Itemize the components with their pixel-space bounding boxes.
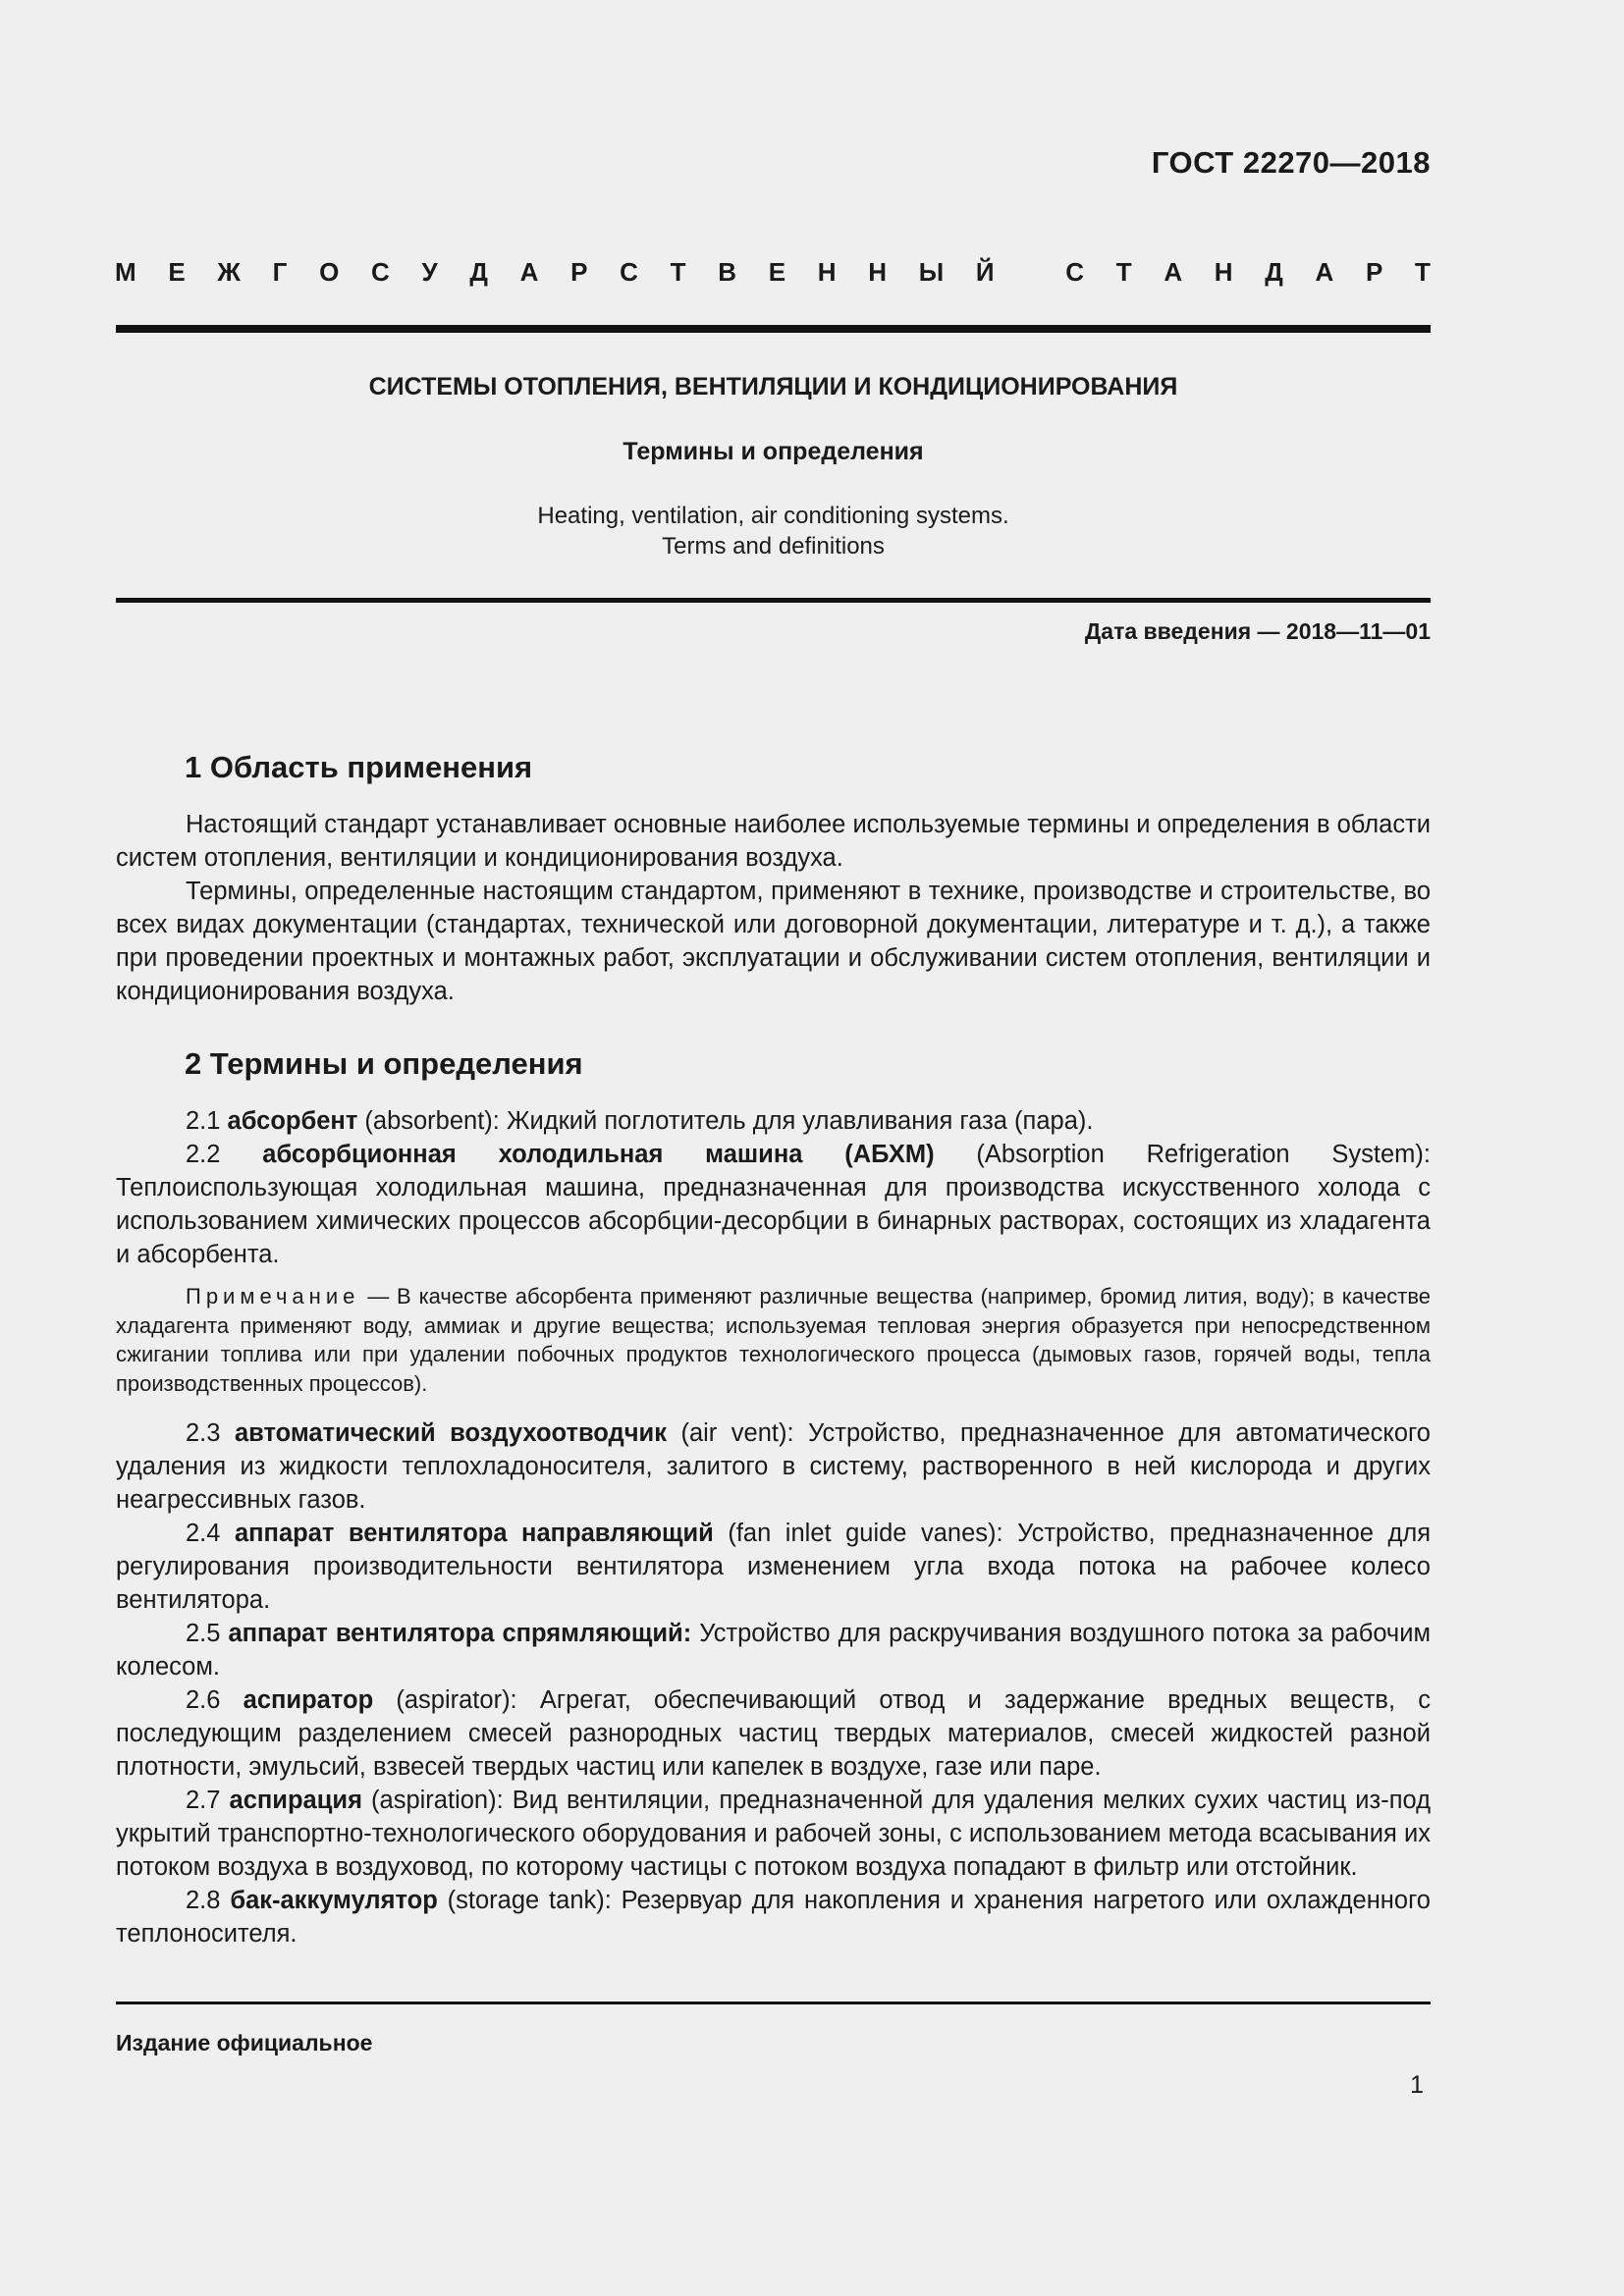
paragraph: Настоящий стандарт устанавливает основные наиболее используемые термины и определения в области систем отопления, вентиляции и кондиционирования воздуха.	[116, 811, 1431, 872]
heading-letter	[1026, 257, 1033, 288]
heading-letter: В	[718, 257, 737, 287]
heading-letter: Ы	[918, 257, 945, 287]
terms-block-1	[116, 1104, 1431, 1271]
term-number: 2.6	[186, 1686, 221, 1714]
term-number: 2.2	[186, 1141, 221, 1168]
standard-type-heading	[115, 257, 1431, 288]
heading-letter: Н	[817, 257, 837, 287]
term-name: автоматический воздухоотводчик	[234, 1419, 667, 1447]
term-definition: (fan inlet guide vanes): Устройство, предназначенное для регулирования производительности вентилятора изменением угла входа потока на рабочее колесо вентилятора.	[116, 1520, 1432, 1614]
term-entry	[116, 1104, 1431, 1138]
heading-letter: С	[371, 257, 390, 287]
term-entry	[116, 1683, 1431, 1784]
note-block	[116, 1282, 1431, 1399]
page-number: 1	[1410, 2071, 1424, 2099]
note-label: Примечание	[186, 1284, 360, 1308]
heading-letter: Е	[768, 257, 786, 287]
term-number: 2.1	[186, 1107, 221, 1135]
term-entry	[116, 1138, 1431, 1271]
term-definition: (air vent): Устройство, предназначенное для автоматического удаления из жидкости теплохладоносителя, залитого в систему, растворенного в ней кислорода и других неагрессивных газов.	[116, 1419, 1431, 1514]
top-divider	[116, 325, 1431, 333]
term-number: 2.8	[186, 1887, 221, 1914]
term-definition: (aspiration): Вид вентиляции, предназначенной для удаления мелких сухих частиц из-под укрытий транспортно-технологического оборудования и рабочей зоны, с использованием метода всасывания их потоком воздуха в воздуховод, по которому частицы с потоком воздуха попадают в фильтр или отстойник.	[116, 1787, 1431, 1881]
term-entry	[116, 1884, 1431, 1950]
term-number: 2.7	[186, 1787, 221, 1814]
note-paragraph	[116, 1282, 1431, 1399]
heading-letter: Н	[1214, 257, 1233, 287]
heading-letter: Г	[272, 257, 288, 287]
term-name: аспиратор	[243, 1686, 374, 1714]
term-name: бак-аккумулятор	[230, 1887, 438, 1914]
heading-letter: Й	[975, 257, 995, 287]
term-entry	[116, 1784, 1431, 1884]
term-definition: (aspirator): Агрегат, обеспечивающий отвод и задержание вредных веществ, с последующим разделением смесей разнородных частиц твердых материалов, смесей жидкостей разной плотности, эмульсий, взвесей твердых частиц или капелек в воздухе, газе или паре.	[116, 1686, 1431, 1781]
standard-id: ГОСТ 22270—2018	[1151, 145, 1431, 180]
term-entry	[116, 1617, 1431, 1683]
term-number: 2.4	[186, 1520, 221, 1547]
terms-block-2	[116, 1416, 1431, 1950]
heading-letter: А	[1315, 257, 1334, 287]
footer-divider	[116, 2002, 1431, 2004]
term-number: 2.3	[186, 1419, 221, 1447]
term-name: аспирация	[229, 1787, 362, 1814]
edition-label: Издание официальное	[116, 2030, 373, 2056]
term-definition: (absorbent): Жидкий поглотитель для улавливания газа (пара).	[357, 1107, 1094, 1135]
heading-letter: Т	[1415, 257, 1431, 287]
english-title	[116, 501, 1431, 561]
term-definition: Устройство для раскручивания воздушного потока за рабочим колесом.	[116, 1620, 1431, 1681]
term-entry	[116, 1517, 1431, 1617]
document-subtitle: Термины и определения	[623, 438, 924, 465]
heading-letter: Р	[570, 257, 588, 287]
heading-letter: С	[1065, 257, 1085, 287]
note-text: — В качестве абсорбента применяют различные вещества (например, бромид лития, воду); в качестве хладагента применяют воду, аммиак и другие вещества; используемая тепловая энергия образуется при непосредственном сжигании топлива или при удалении побочных продуктов технологического процесса (дымовых газов, горячей воды, тепла производственных процессов).	[116, 1284, 1431, 1397]
term-name: аппарат вентилятора спрямляющий:	[228, 1620, 692, 1647]
term-number: 2.5	[186, 1620, 221, 1647]
heading-letter: Н	[868, 257, 888, 287]
section-1-heading: 1 Область применения	[185, 750, 533, 784]
term-name: абсорбент	[227, 1107, 358, 1135]
heading-letter: М	[115, 257, 136, 287]
heading-letter: У	[421, 257, 438, 287]
introduction-date: Дата введения — 2018—11—01	[1084, 618, 1431, 644]
heading-letter: Ж	[217, 257, 241, 287]
heading-letter: Т	[1115, 257, 1132, 287]
term-name: аппарат вентилятора направляющий	[234, 1520, 714, 1547]
title-divider	[116, 598, 1431, 603]
english-title-line-2: Terms and definitions	[662, 533, 885, 560]
section-1-body	[116, 808, 1431, 1008]
document-title: СИСТЕМЫ ОТОПЛЕНИЯ, ВЕНТИЛЯЦИИ И КОНДИЦИОНИРОВАНИЯ	[368, 373, 1178, 400]
heading-letter: О	[319, 257, 340, 287]
term-entry	[116, 1416, 1431, 1517]
heading-letter: А	[519, 257, 539, 287]
paragraph: Термины, определенные настоящим стандартом, применяют в технике, производстве и строительстве, во всех видах документации (стандартах, технической или договорной документации, литературе и т. д.), а также при проведении проектных и монтажных работ, эксплуатации и обслуживании систем отопления, вентиляции и кондиционирования воздуха.	[116, 878, 1431, 1005]
heading-letter: Д	[469, 257, 488, 287]
heading-letter: Т	[670, 257, 686, 287]
heading-letter: Е	[168, 257, 186, 287]
term-name: абсорбционная холодильная машина (АБХМ)	[262, 1141, 935, 1168]
term-definition: (Absorption Refrigeration System): Теплоиспользующая холодильная машина, предназначенная для производства искусственного холода с использованием химических процессов абсорбции-десорбции в бинарных растворах, состоящих из хладагента и абсорбента.	[116, 1141, 1431, 1268]
heading-letter: Р	[1366, 257, 1383, 287]
heading-letter: Д	[1265, 257, 1283, 287]
heading-letter: А	[1164, 257, 1183, 287]
english-title-line-1: Heating, ventilation, air conditioning systems.	[537, 503, 1009, 529]
term-definition: (storage tank): Резервуар для накопления и хранения нагретого или охлажденного теплоносителя.	[116, 1887, 1431, 1948]
section-2-heading: 2 Термины и определения	[185, 1046, 583, 1081]
heading-letter: С	[620, 257, 638, 287]
